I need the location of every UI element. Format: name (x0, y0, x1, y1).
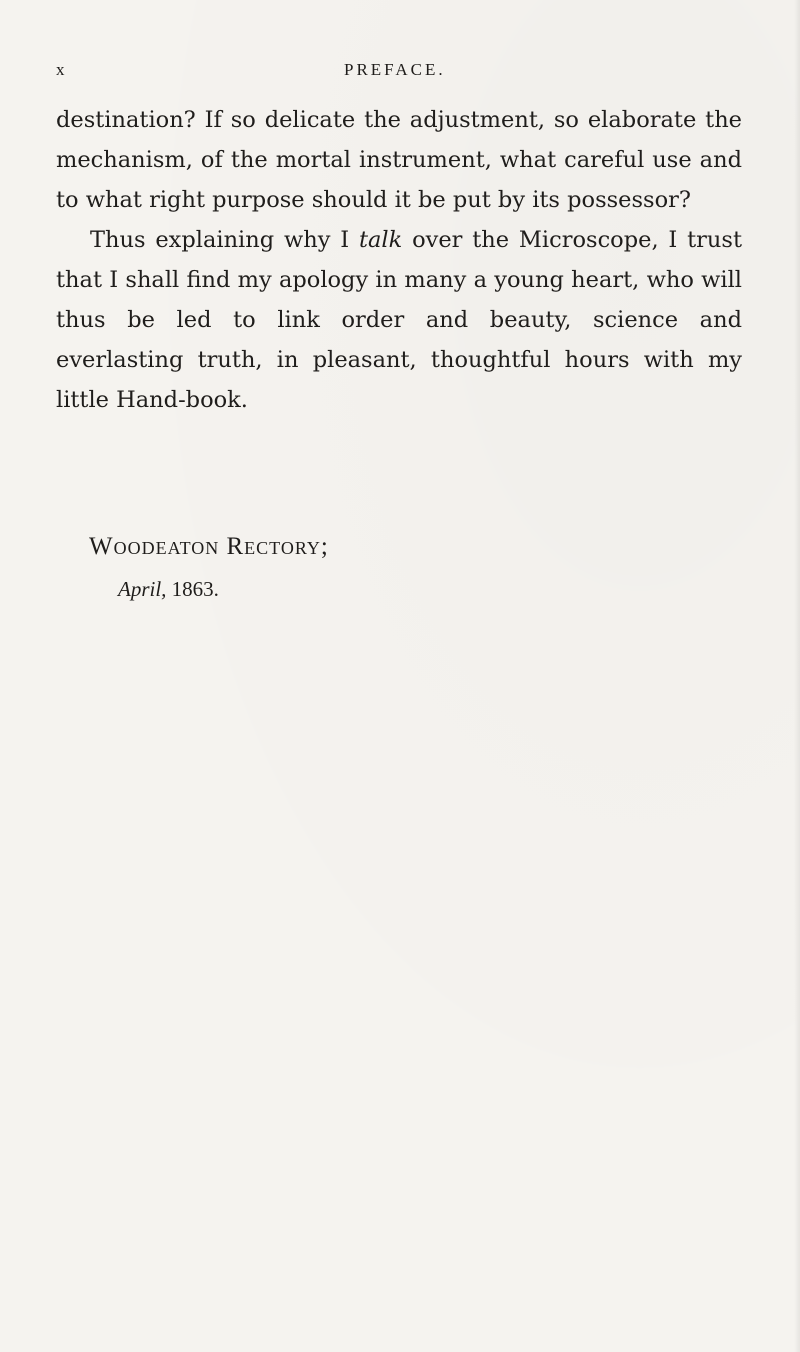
signature-year: 1863. (171, 577, 219, 601)
page-edge-shadow (794, 0, 800, 1352)
paragraph-2-end: over the Microscope, I trust that I shall find my apology in many a young heart, who will thus be led to link order and beauty, science and everlasting truth, in pleasant, thoughtful hours with my little Hand-book. (56, 227, 743, 413)
paragraph-2 (56, 220, 742, 420)
running-head: PREFACE. (344, 60, 446, 79)
signature-month: April, (118, 577, 167, 601)
paragraph-2-italic: talk (358, 227, 403, 253)
paragraph-2-start: Thus explaining why I (90, 227, 359, 253)
paragraph-1: destination? If so delicate the adjustment, so elaborate the mechanism, of the mortal instrument, what careful use and to what right purpose should it be put by its possessor? (56, 107, 742, 213)
page-number: x (56, 60, 66, 79)
signature-date (118, 577, 219, 602)
signature-place: Woodeaton Rectory; (89, 533, 329, 560)
preface-body (56, 100, 742, 420)
page-header (56, 60, 742, 86)
